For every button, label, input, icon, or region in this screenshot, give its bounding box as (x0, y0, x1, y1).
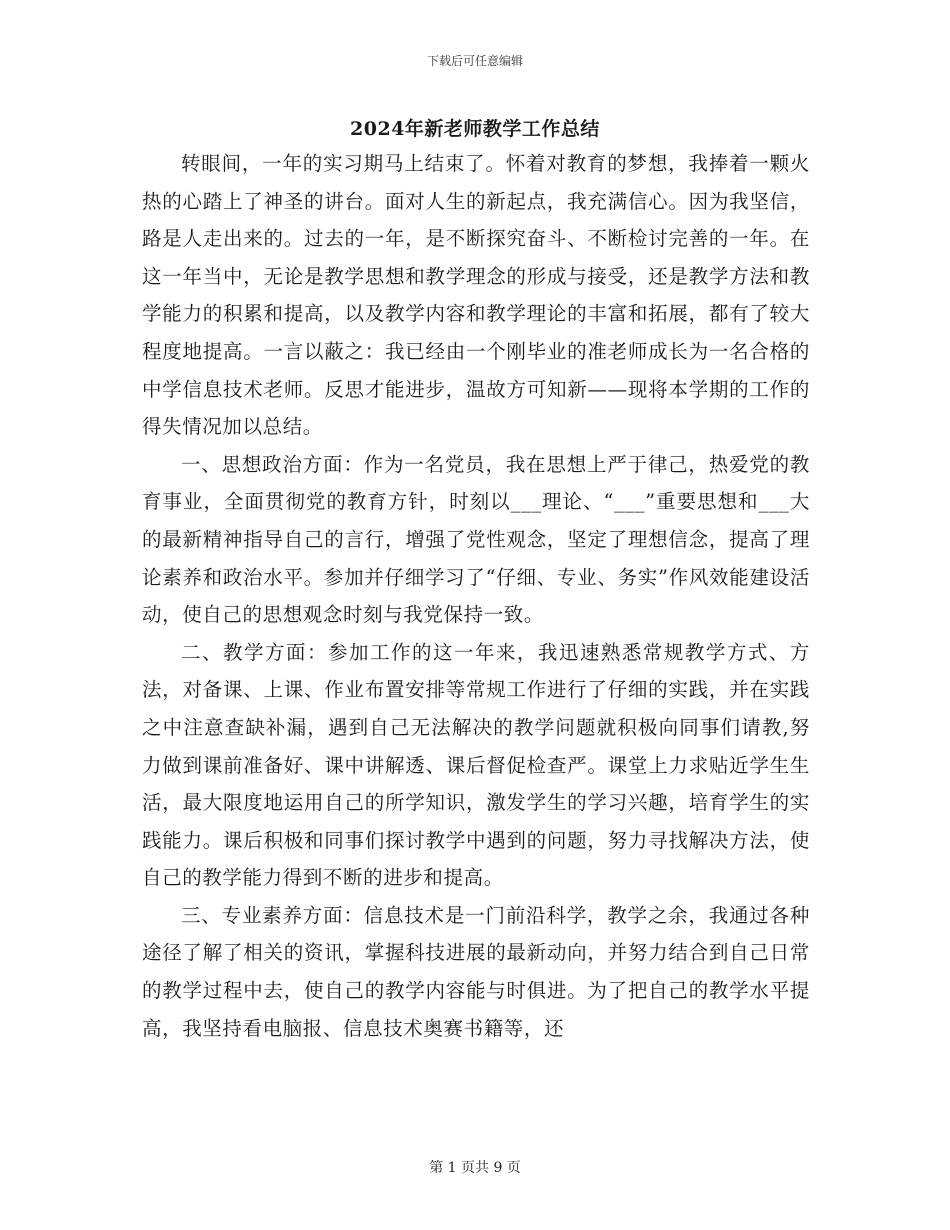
paragraph-political: 一、思想政治方面：作为一名党员，我在思想上严于律己，热爱党的教育事业，全面贯彻党的教育方针，时刻以___理论、“___”重要思想和___大的最新精神指导自己的言行，增强了党性观念，坚定了理想信念，提高了理论素养和政治水平。参加并仔细学习了“仔细、专业、务实”作风效能建设活动，使自己的思想观念时刻与我党保持一致。 (142, 452, 810, 627)
page-footer: 第 1 页共 9 页 (429, 1160, 521, 1176)
header-note: 下载后可任意编辑 (426, 54, 523, 68)
paragraph-intro: 转眼间，一年的实习期马上结束了。怀着对教育的梦想，我捧着一颗火热的心踏上了神圣的讲台。面对人生的新起点，我充满信心。因为我坚信，路是人走出来的。过去的一年，是不断探究奋斗、不断检讨完善的一年。在这一年当中，无论是教学思想和教学理念的形成与接受，还是教学方法和教学能力的积累和提高，以及教学内容和教学理论的丰富和拓展，都有了较大程度地提高。一言以蔽之：我已经由一个刚毕业的准老师成长为一名合格的中学信息技术老师。反思才能进步，温故方可知新——现将本学期的工作的得失情况加以总结。 (142, 152, 810, 439)
paragraph-professional: 三、专业素养方面：信息技术是一门前沿科学，教学之余，我通过各种途径了解了相关的资讯，掌握科技进展的最新动向，并努力结合到自己日常的教学过程中去，使自己的教学内容能与时俱进。为了把自己的教学水平提高，我坚持看电脑报、信息技术奥赛书籍等，还 (142, 903, 810, 1040)
document-body (142, 145, 810, 1047)
paragraph-teaching: 二、教学方面：参加工作的这一年来，我迅速熟悉常规教学方式、方法，对备课、上课、作业布置安排等常规工作进行了仔细的实践，并在实践之中注意查缺补漏，遇到自己无法解决的教学问题就积极向同事们请教,努力做到课前准备好、课中讲解透、课后督促检查严。课堂上力求贴近学生生活，最大限度地运用自己的所学知识，激发学生的学习兴趣，培育学生的实践能力。课后积极和同事们探讨教学中遇到的问题，努力寻找解决方法，使自己的教学能力得到不断的进步和提高。 (142, 640, 810, 890)
document-title: 2024年新老师教学工作总结 (350, 118, 600, 140)
